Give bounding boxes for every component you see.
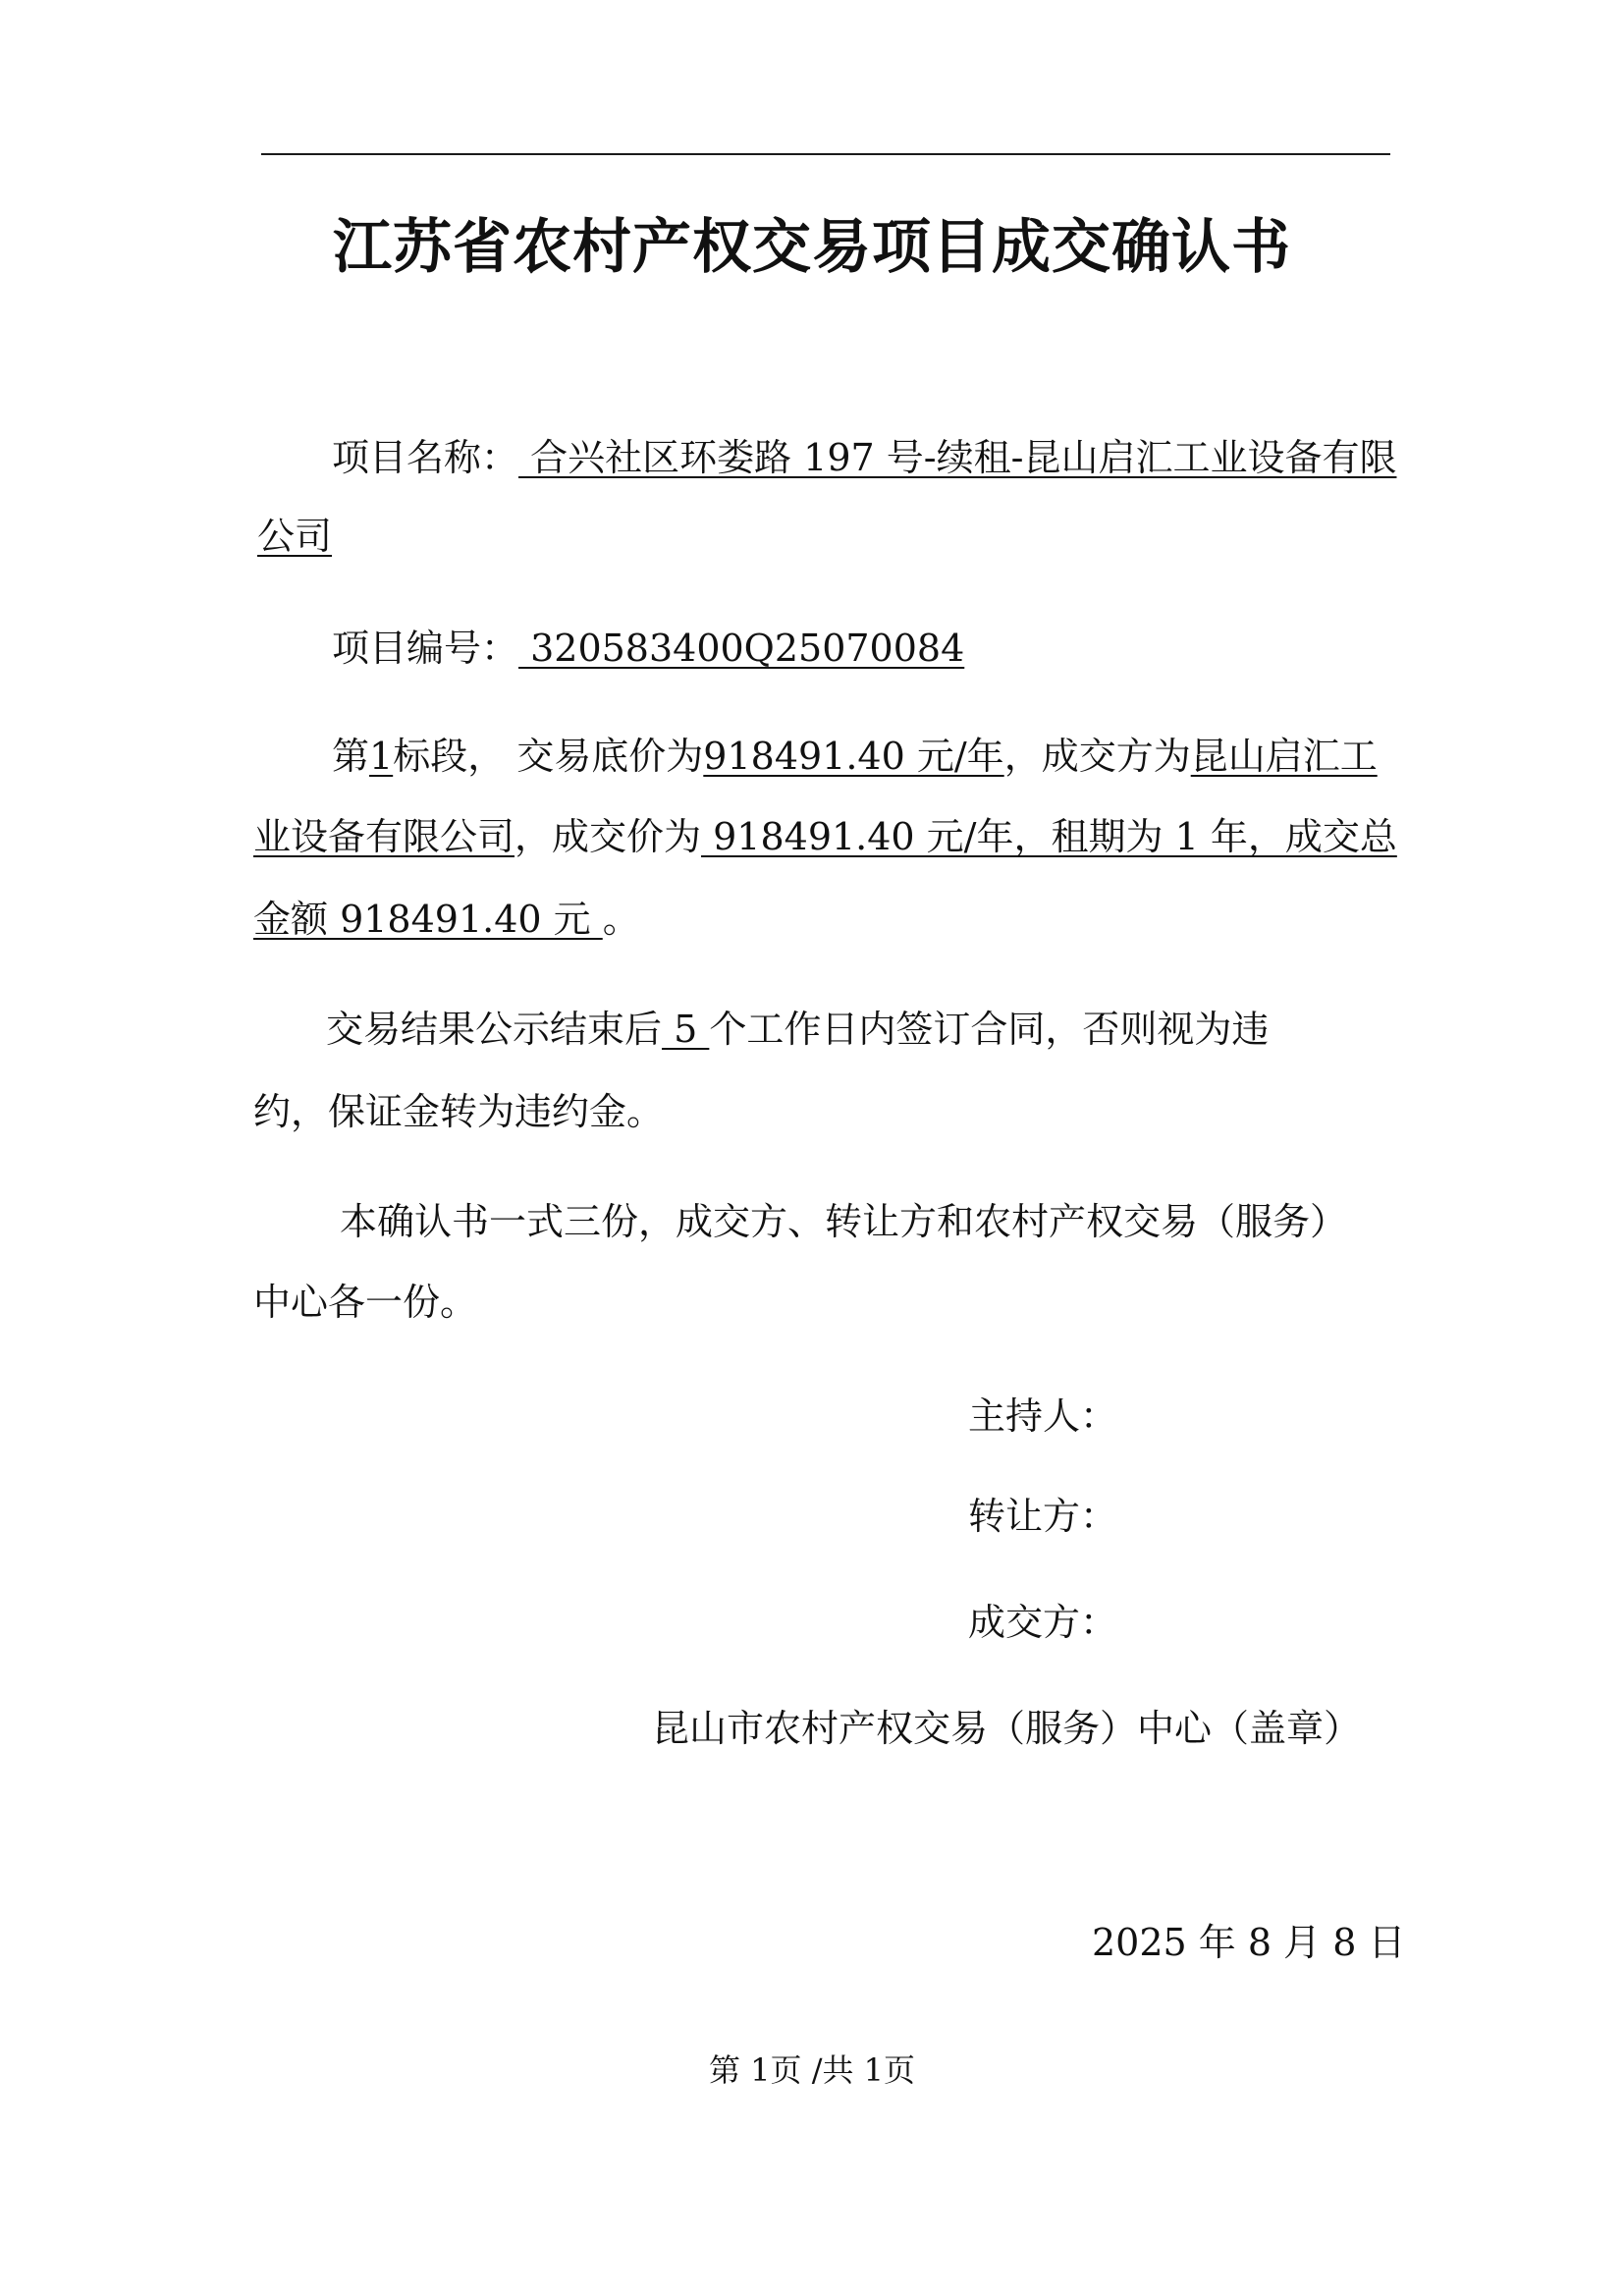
project-name-value-part1: 合兴社区环娄路 197 号-续租-昆山启汇工业设备有限 — [518, 436, 1397, 479]
copies-line2: 中心各一份。 — [253, 1281, 478, 1324]
section-prefix: 第 — [332, 735, 370, 778]
section-line1 — [332, 731, 1378, 782]
top-rule — [261, 153, 1390, 155]
contract-prefix: 交易结果公示结束后 — [326, 1008, 663, 1051]
document-title: 江苏省农村产权交易项目成交确认书 — [333, 213, 1291, 282]
project-name-label: 项目名称： — [332, 436, 519, 479]
center-seal-label: 昆山市农村产权交易（服务）中心（盖章） — [652, 1707, 1362, 1750]
project-name-line1 — [332, 432, 1396, 483]
project-number-value: 320583400Q25070084 — [518, 627, 965, 670]
project-name-line2 — [257, 511, 332, 562]
contract-days: 5 — [662, 1008, 710, 1051]
copies-line1: 本确认书一式三份，成交方、转让方和农村产权交易（服务） — [340, 1200, 1348, 1243]
transferor-signature-label: 转让方： — [968, 1495, 1118, 1538]
project-name-value-part2: 公司 — [257, 515, 333, 558]
contract-suffix: 个工作日内签订合同，否则视为违 — [709, 1008, 1270, 1051]
section-number: 1 — [369, 735, 394, 778]
host-signature-label: 主持人： — [968, 1394, 1118, 1438]
document-date: 2025 年 8 月 8 日 — [1092, 1921, 1406, 1964]
section-after-number: 标段， 交易底价为 — [393, 735, 704, 778]
contract-line1 — [326, 1004, 1269, 1055]
buyer-label: ，成交方为 — [1003, 735, 1191, 778]
total-amount: 金额 918491.40 元 — [253, 898, 603, 941]
project-number-label: 项目编号： — [332, 627, 519, 670]
deal-price-label: ，成交价为 — [514, 815, 702, 858]
deal-price: 918491.40 元/年，租期为 1 年，成交总 — [701, 815, 1397, 858]
section-line3 — [253, 894, 640, 945]
section-end: 。 — [602, 898, 640, 941]
base-price: 918491.40 元/年 — [703, 735, 1004, 778]
project-number-line — [332, 623, 964, 674]
buyer-part2: 业设备有限公司 — [253, 815, 515, 858]
buyer-part1: 昆山启汇工 — [1190, 735, 1378, 778]
buyer-signature-label: 成交方： — [968, 1601, 1118, 1644]
page-footer: 第 1页 /共 1页 — [708, 2051, 916, 2089]
contract-line2: 约，保证金转为违约金。 — [253, 1090, 665, 1133]
section-line2 — [253, 811, 1397, 862]
